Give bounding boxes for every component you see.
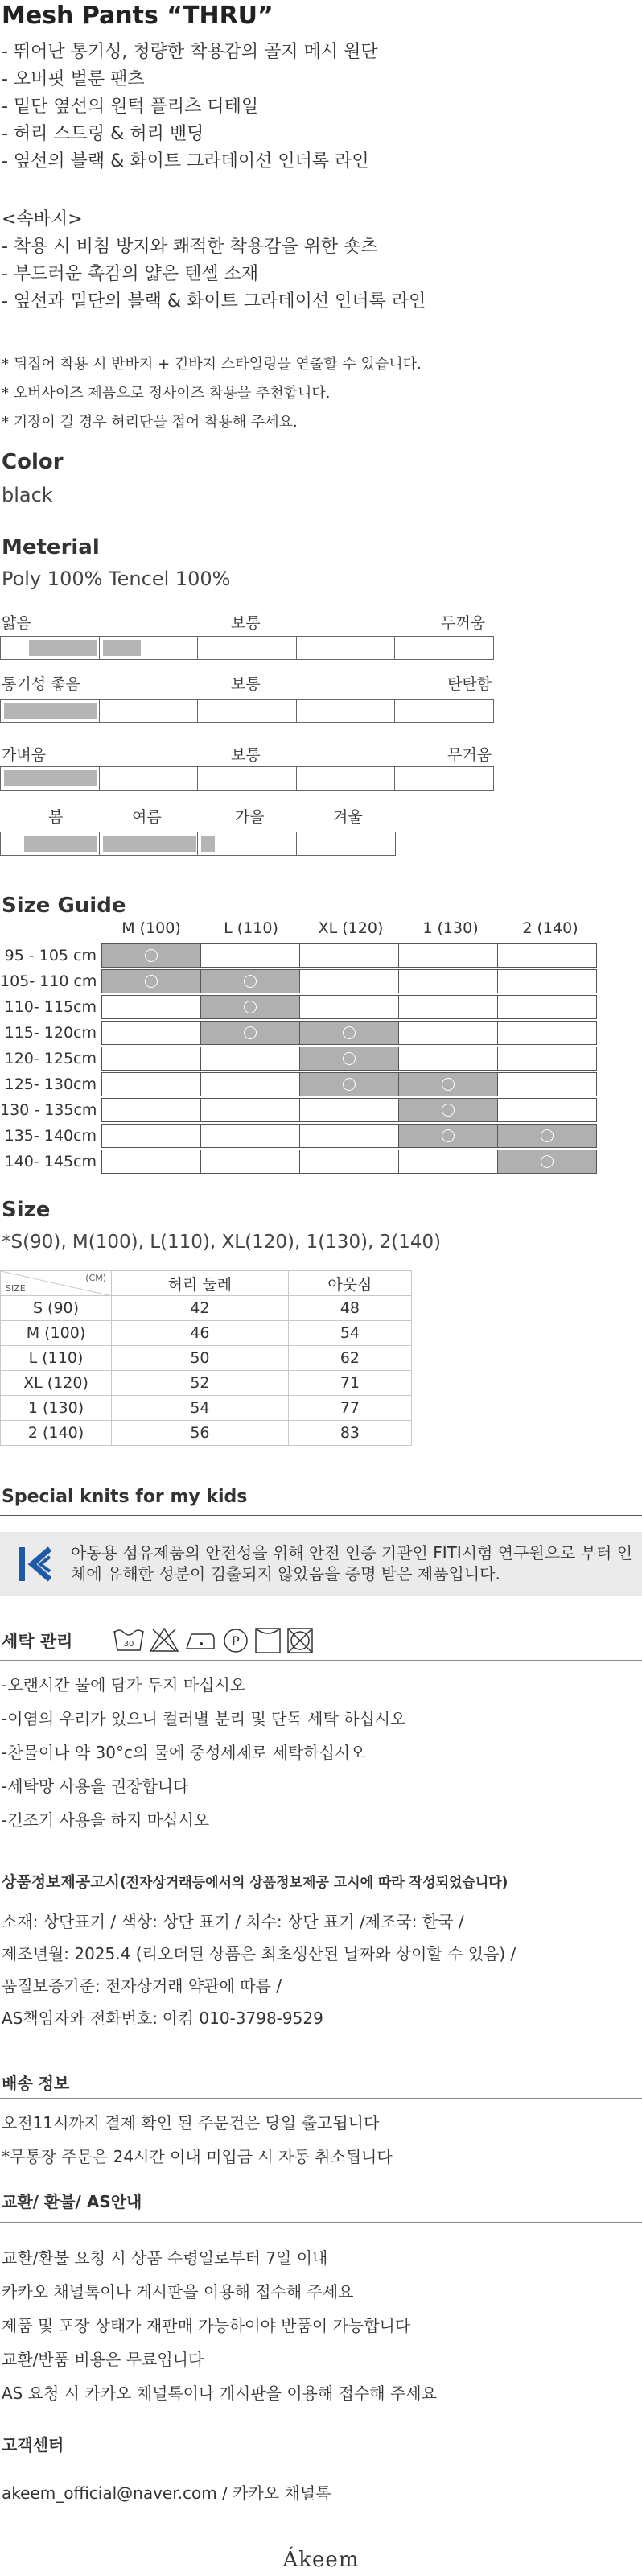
size-guide-cell <box>200 1046 300 1071</box>
table-row <box>1 1371 412 1396</box>
size-guide-mark <box>398 1098 498 1122</box>
season-label-winter: 겨울 <box>333 808 363 826</box>
scale-cell <box>197 636 297 660</box>
size-table-header: 아웃심 <box>288 1271 411 1296</box>
size-guide-mark <box>497 1150 597 1174</box>
scale-label-mid: 보통 <box>231 746 261 764</box>
scale-fill <box>4 770 97 786</box>
size-table-header: 허리 둘레 <box>112 1271 289 1296</box>
size-guide-cell <box>101 1021 201 1045</box>
scale-label-low: 얇음 <box>2 614 31 632</box>
wash-30-icon <box>113 1626 145 1653</box>
size-guide-row <box>101 995 603 1019</box>
color-label: Color <box>2 450 64 474</box>
size-guide-cell <box>200 1150 300 1174</box>
size-guide-row <box>101 1021 603 1045</box>
feature-line: - 옆선의 블랙 & 화이트 그라데이션 인터록 라인 <box>2 151 369 171</box>
feature-line: - 뛰어난 통기성, 청량한 착용감의 골지 메시 원단 <box>2 42 378 62</box>
size-guide-cell <box>299 1124 399 1148</box>
wash-temp-text: 30 <box>123 1640 134 1649</box>
table-cell: 42 <box>112 1296 289 1321</box>
table-row <box>1 1396 412 1421</box>
size-table-corner <box>1 1271 112 1296</box>
size-guide-col: M (100) <box>121 919 181 937</box>
care-item: -오랜시간 물에 담가 두지 마십시오 <box>2 1675 246 1695</box>
size-table-unit: (CM) <box>85 1273 106 1283</box>
size-guide-cell <box>299 1098 399 1122</box>
table-cell: 1 (130) <box>1 1396 112 1421</box>
inner-feature-line: - 옆선과 밑단의 블랙 & 화이트 그라데이션 인터록 라인 <box>2 291 426 312</box>
product-info-title-note: (전자상거래등에서의 상품정보제공 고시에 따라 작성되었습니다) <box>119 1875 508 1891</box>
size-guide-mark <box>398 1072 498 1096</box>
scale-cell <box>0 636 100 660</box>
size-guide-row-label: 110- 115cm <box>4 998 97 1016</box>
scale-cell <box>296 699 396 723</box>
scale-cell <box>0 766 100 791</box>
no-tumble-dry-icon <box>286 1627 314 1654</box>
scale-label-mid: 보통 <box>231 614 261 632</box>
table-row <box>1 1421 412 1446</box>
product-info-title <box>2 1870 508 1895</box>
note-line: * 뒤집어 착용 시 반바지 + 긴바지 스타일링을 연출할 수 있습니다. <box>2 356 422 373</box>
scale-cell <box>197 699 297 723</box>
size-guide-mark <box>200 1021 300 1045</box>
divider <box>0 1515 642 1516</box>
weight-scale <box>0 766 500 791</box>
size-guide-cell <box>497 1072 597 1096</box>
size-guide-row-label: 105- 110 cm <box>0 972 97 990</box>
scale-label-high: 두꺼움 <box>441 614 486 632</box>
size-guide-row <box>101 1098 603 1122</box>
size-guide-cell <box>299 943 399 968</box>
diagonal-line <box>1 1271 112 1296</box>
product-info-line: 품질보증기준: 전자상거래 약관에 따름 / <box>2 1976 282 1996</box>
shipping-line: *무통장 주문은 24시간 이내 미입금 시 자동 취소됩니다 <box>2 2147 393 2166</box>
size-guide-mark <box>101 943 201 968</box>
customer-center-title: 고객센터 <box>2 2435 64 2454</box>
size-guide-grid <box>101 943 603 1175</box>
size-guide-row <box>101 1150 603 1174</box>
material-label: Meterial <box>2 535 100 559</box>
note-line: * 기장이 길 경우 허리단을 접어 착용해 주세요. <box>2 414 298 431</box>
scale-cell <box>0 832 100 856</box>
size-table <box>0 1270 412 1446</box>
size-guide-row <box>101 1072 603 1096</box>
size-guide-cell <box>497 943 597 968</box>
size-guide-col: 2 (140) <box>522 919 578 937</box>
dry-clean-icon <box>222 1627 249 1654</box>
exchange-line: 제품 및 포장 상태가 재판매 가능하여야 반품이 가능합니다 <box>2 2316 411 2335</box>
inner-feature-line: - 착용 시 비침 방지와 쾌적한 착용감을 위한 숏츠 <box>2 237 378 257</box>
table-cell: 56 <box>112 1421 289 1446</box>
feature-line: - 밑단 옆선의 원턱 플리츠 디테일 <box>2 97 259 117</box>
size-table-header-row <box>1 1271 412 1296</box>
size-guide-cell <box>101 1072 201 1096</box>
product-info-line: AS책임자와 전화번호: 아킴 010-3798-9529 <box>2 2008 323 2028</box>
special-knits-heading: Special knits for my kids <box>2 1487 248 1507</box>
table-cell: S (90) <box>1 1296 112 1321</box>
scale-cell <box>394 699 494 723</box>
size-guide-cell <box>497 1021 597 1045</box>
size-table-corner-label: SIZE <box>6 1283 26 1294</box>
size-list: *S(90), M(100), L(110), XL(120), 1(130), 2(140) <box>2 1232 442 1253</box>
scale-cell <box>99 766 199 791</box>
size-guide-mark <box>398 1124 498 1148</box>
exchange-line: 교환/반품 비용은 무료입니다 <box>2 2350 204 2369</box>
table-row <box>1 1321 412 1346</box>
product-info-line: 제조년월: 2025.4 (리오더된 상품은 최초생산된 날짜와 상이할 수 있음) / <box>2 1944 516 1963</box>
no-bleach-icon <box>148 1626 180 1653</box>
size-guide-cell <box>200 943 300 968</box>
scale-fill <box>103 836 196 852</box>
table-cell: 83 <box>288 1421 411 1446</box>
table-cell: 54 <box>288 1321 411 1346</box>
size-guide-cell <box>398 969 498 993</box>
size-guide-cell <box>200 1124 300 1148</box>
scale-label-low: 통기성 좋음 <box>2 675 80 693</box>
divider <box>0 2098 642 2099</box>
size-guide-cell <box>497 1098 597 1122</box>
note-line: * 오버사이즈 제품으로 정사이즈 착용을 추천합니다. <box>2 385 331 402</box>
season-scale <box>0 832 401 856</box>
scale-label-high: 무거움 <box>447 746 492 764</box>
size-guide-mark <box>299 1046 399 1071</box>
size-guide-cell <box>398 1150 498 1174</box>
size-guide-row <box>101 943 603 968</box>
size-guide-cell <box>497 969 597 993</box>
size-guide-row-label: 135- 140cm <box>4 1127 97 1145</box>
customer-center-contact: akeem_official@naver.com / 카카오 채널톡 <box>2 2483 331 2503</box>
table-cell: L (110) <box>1 1346 112 1371</box>
size-guide-cell <box>200 1072 300 1096</box>
size-guide-row-label: 125- 130cm <box>4 1075 97 1093</box>
size-guide-cell <box>398 943 498 968</box>
season-label-summer: 여름 <box>132 808 162 826</box>
size-guide-row <box>101 1046 603 1071</box>
season-label-spring: 봄 <box>48 808 64 826</box>
size-guide-cell <box>398 1021 498 1045</box>
inner-feature-line: - 부드러운 촉감의 얇은 텐셀 소재 <box>2 264 259 284</box>
scale-cell <box>99 699 199 723</box>
scale-fill <box>4 703 97 719</box>
scale-cell <box>394 766 494 791</box>
scale-cell <box>296 832 396 856</box>
table-row <box>1 1346 412 1371</box>
scale-cell <box>296 636 396 660</box>
table-cell: 71 <box>288 1371 411 1396</box>
scale-label-high: 탄탄함 <box>447 675 492 693</box>
iron-low-icon <box>183 1626 217 1653</box>
table-cell: 46 <box>112 1321 289 1346</box>
care-item: -건조기 사용을 하지 마십시오 <box>2 1810 210 1830</box>
product-info-title-main: 상품정보제공고시 <box>2 1873 120 1891</box>
care-title: 세탁 관리 <box>2 1632 73 1651</box>
size-guide-mark <box>101 969 201 993</box>
size-guide-cell <box>101 1150 201 1174</box>
table-cell: 50 <box>112 1346 289 1371</box>
exchange-line: 교환/환불 요청 시 상품 수령일로부터 7일 이내 <box>2 2248 328 2268</box>
scale-cell <box>0 699 100 723</box>
kc-mark-icon <box>18 1544 51 1584</box>
size-guide-cell <box>398 995 498 1019</box>
scale-fill <box>103 640 142 656</box>
size-guide-row-label: 130 - 135cm <box>0 1101 97 1119</box>
size-guide-col: XL (120) <box>318 919 384 937</box>
care-item: -이염의 우려가 있으니 컬러별 분리 및 단독 세탁 하십시오 <box>2 1709 406 1728</box>
size-guide-mark <box>200 995 300 1019</box>
size-guide-mark <box>497 1124 597 1148</box>
scale-cell <box>197 766 297 791</box>
svg-text:P: P <box>232 1633 240 1649</box>
exchange-title: 교환/ 환불/ AS안내 <box>2 2192 142 2211</box>
size-guide-col: L (110) <box>224 919 278 937</box>
divider <box>0 1660 642 1661</box>
size-guide-cell <box>497 995 597 1019</box>
size-guide-row-labels <box>0 943 100 1175</box>
scale-fill <box>24 836 97 852</box>
feature-line: - 오버핏 벌룬 팬츠 <box>2 69 145 89</box>
scale-cell <box>99 832 199 856</box>
flat-dry-icon <box>254 1627 282 1654</box>
scale-fill <box>201 836 215 852</box>
size-guide-cell <box>398 1046 498 1071</box>
shipping-line: 오전11시까지 결제 확인 된 주문건은 당일 출고됩니다 <box>2 2113 380 2132</box>
table-row <box>1 1296 412 1321</box>
size-guide-cell <box>299 995 399 1019</box>
size-guide-mark <box>299 1072 399 1096</box>
certification-text: 아동용 섬유제품의 안전성을 위해 안전 인증 기관인 FITI시험 연구원으로 부터 인체에 유해한 성분이 검출되지 않았음을 증명 받은 제품입니다. <box>71 1543 633 1583</box>
size-guide-row <box>101 969 603 993</box>
color-value: black <box>2 484 53 506</box>
size-guide-cell <box>200 1098 300 1122</box>
table-cell: XL (120) <box>1 1371 112 1396</box>
product-title: Mesh Pants “THRU” <box>2 2 274 30</box>
size-guide-title: Size Guide <box>2 894 126 918</box>
scale-cell <box>197 832 297 856</box>
feature-line: - 허리 스트링 & 허리 밴딩 <box>2 124 204 144</box>
size-guide-cell <box>101 1046 201 1071</box>
scale-fill <box>29 640 97 656</box>
shipping-title: 배송 정보 <box>2 2074 70 2093</box>
size-guide-cell <box>497 1046 597 1071</box>
size-guide-cell <box>101 1098 201 1122</box>
scale-cell <box>394 636 494 660</box>
size-guide-row-label: 115- 120cm <box>4 1024 97 1042</box>
size-guide-row-label: 95 - 105 cm <box>4 947 97 964</box>
scale-label-mid: 보통 <box>231 675 261 693</box>
size-guide-cell <box>101 1124 201 1148</box>
thickness-scale <box>0 636 500 660</box>
scale-label-low: 가벼움 <box>2 746 47 764</box>
exchange-line: 카카오 채널톡이나 게시판을 이용해 접수해 주세요 <box>2 2282 354 2301</box>
size-guide-mark <box>299 1021 399 1045</box>
size-guide-row-label: 120- 125cm <box>4 1050 97 1067</box>
brand-logo: Ákeem <box>282 2548 360 2572</box>
product-info-line: 소재: 상단표기 / 색상: 상단 표기 / 치수: 상단 표기 /제조국: 한국 / <box>2 1912 464 1931</box>
care-item: -세탁망 사용을 권장합니다 <box>2 1777 189 1796</box>
size-guide-row-label: 140- 145cm <box>4 1153 97 1170</box>
size-guide-col: 1 (130) <box>422 919 479 937</box>
size-title: Size <box>2 1198 51 1222</box>
size-guide-mark <box>200 969 300 993</box>
table-cell: 62 <box>288 1346 411 1371</box>
inner-shorts-title: <속바지> <box>2 209 83 229</box>
season-label-autumn: 가을 <box>235 808 265 826</box>
size-guide-cell <box>299 1150 399 1174</box>
scale-cell <box>296 766 396 791</box>
table-cell: 52 <box>112 1371 289 1396</box>
breathability-scale <box>0 699 500 723</box>
table-cell: M (100) <box>1 1321 112 1346</box>
size-guide-row <box>101 1124 603 1148</box>
material-value: Poly 100% Tencel 100% <box>2 568 231 590</box>
exchange-line: AS 요청 시 카카오 채널톡이나 게시판을 이용해 접수해 주세요 <box>2 2384 437 2403</box>
scale-cell <box>99 636 199 660</box>
divider <box>0 2222 642 2223</box>
size-guide-cell <box>101 995 201 1019</box>
care-item: -찬물이나 약 30°c의 물에 중성세제로 세탁하십시오 <box>2 1743 366 1762</box>
table-cell: 2 (140) <box>1 1421 112 1446</box>
size-guide-cell <box>299 969 399 993</box>
table-cell: 48 <box>288 1296 411 1321</box>
size-guide-header <box>101 919 600 937</box>
table-cell: 54 <box>112 1396 289 1421</box>
table-cell: 77 <box>288 1396 411 1421</box>
